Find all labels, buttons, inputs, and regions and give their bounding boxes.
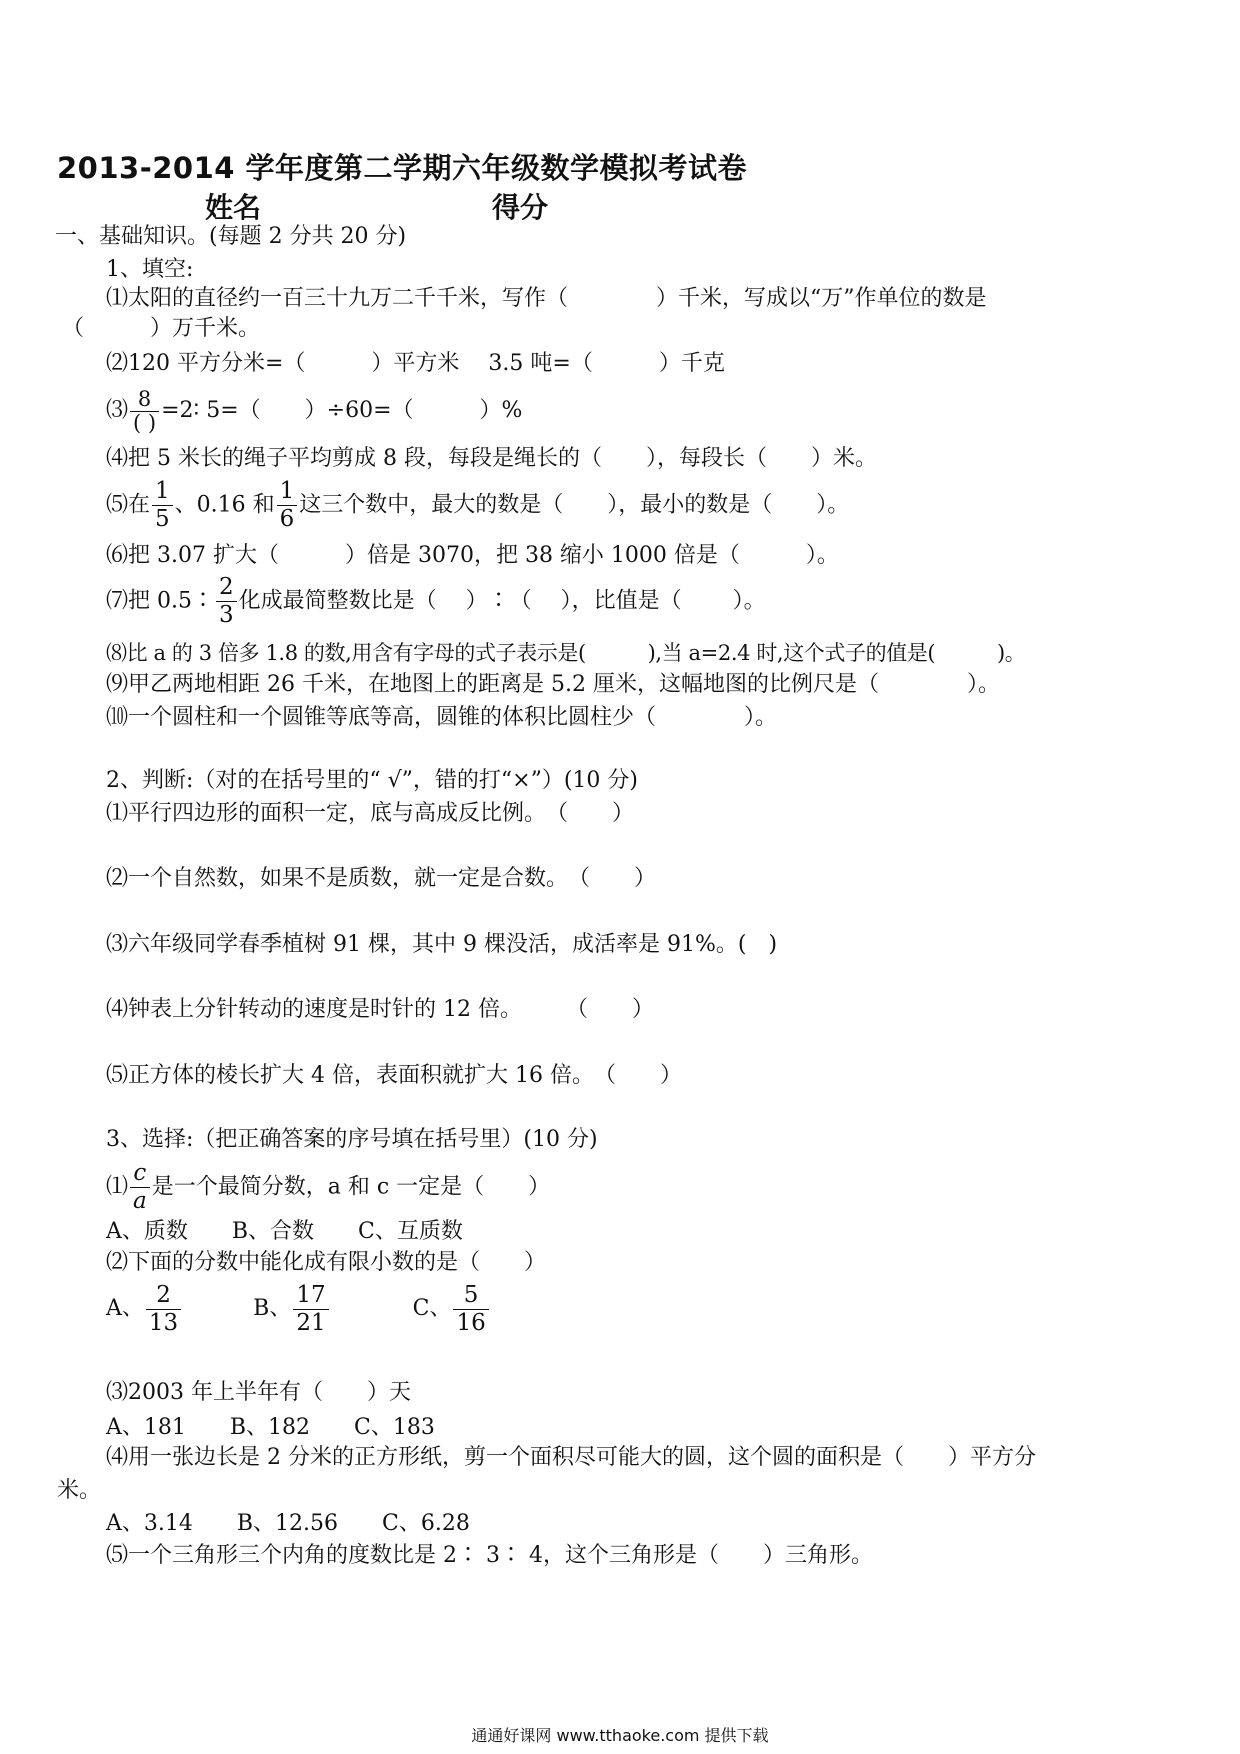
fraction-denominator: a	[133, 1188, 147, 1214]
option-a-label: A、	[106, 1296, 144, 1321]
section2-heading: 2、判断:（对的在括号里的“ √”，错的打“×”）(10 分)	[106, 768, 638, 793]
question-1-1b: （ ）万千米。	[62, 316, 261, 341]
fraction-denominator: ( )	[133, 410, 157, 435]
fraction-denominator: 21	[296, 1309, 326, 1336]
fraction-numerator: 2	[216, 574, 237, 602]
q5-prefix: ⑸在	[106, 492, 151, 518]
score-label: 得分	[492, 191, 549, 224]
fraction-numerator: 5	[453, 1282, 488, 1310]
fraction-numerator: 1	[152, 478, 173, 506]
q5-suffix: 这三个数中，最大的数是（ ），最小的数是（ ）。	[299, 492, 850, 518]
fraction-numerator: c	[130, 1160, 150, 1188]
q5-middle: 、0.16 和	[174, 492, 275, 518]
choice-q3-options: A、181 B、182 C、183	[106, 1415, 435, 1440]
option-b-label: B、	[253, 1296, 292, 1321]
q3-prefix: ⑶	[106, 398, 129, 423]
q3-suffix: =2∶ 5=（ ）÷60=（ ）%	[161, 398, 523, 423]
choice-question-2: ⑵下面的分数中能化成有限小数的是（ ）	[106, 1250, 547, 1275]
fraction-denominator: 5	[155, 506, 170, 532]
question-1-7	[106, 574, 766, 629]
option-c-label: C、	[412, 1296, 452, 1321]
fraction-numerator: 2	[146, 1282, 181, 1310]
judge-item-5: ⑸正方体的棱长扩大 4 倍，表面积就扩大 16 倍。 （ ）	[106, 1063, 682, 1088]
q7-prefix: ⑺把 0.5∶	[106, 588, 214, 614]
choice-question-1	[106, 1160, 550, 1215]
choice-question-3: ⑶2003 年上半年有（ ）天	[106, 1380, 411, 1405]
choice-question-5: ⑸一个三角形三个内角的度数比是 2∶ 3∶ 4，这个三角形是（ ）三角形。	[106, 1543, 873, 1568]
choice-question-4a: ⑷用一张边长是 2 分米的正方形纸，剪一个面积尽可能大的圆，这个圆的面积是（ ）平方分	[106, 1445, 1036, 1470]
judge-item-4: ⑷钟表上分针转动的速度是时针的 12 倍。 （ ）	[106, 997, 654, 1022]
fraction	[277, 478, 298, 533]
question-1-4: ⑷把 5 米长的绳子平均剪成 8 段，每段是绳长的（ ），每段长（ ）米。	[106, 446, 877, 471]
section3-heading: 3、选择:（把正确答案的序号填在括号里）(10 分)	[106, 1127, 598, 1152]
section1-heading: 一、基础知识。(每题 2 分共 20 分)	[55, 224, 407, 249]
q7-suffix: 化成最简整数比是（ ）∶（ ），比值是（ ）。	[238, 588, 766, 614]
fraction	[146, 1282, 181, 1337]
fraction-numerator: 8	[130, 388, 159, 412]
judge-item-1: ⑴平行四边形的面积一定，底与高成反比例。 （ ）	[106, 801, 635, 826]
question-1-2: ⑵120 平方分米=（ ）平方米 3.5 吨=（ ）千克	[106, 351, 725, 376]
fraction	[453, 1282, 488, 1337]
question-1-6: ⑹把 3.07 扩大（ ）倍是 3070，把 38 缩小 1000 倍是（ ）。	[106, 543, 839, 568]
fraction-denominator: 16	[456, 1309, 486, 1336]
question-1-3	[106, 387, 522, 435]
fraction-denominator: 6	[279, 506, 295, 532]
choice-q1-suffix: 是一个最简分数，a 和 c 一定是（ ）	[151, 1174, 551, 1200]
fraction-denominator: 13	[148, 1309, 179, 1336]
exam-title: 2013-2014 学年度第二学期六年级数学模拟考试卷	[57, 151, 748, 185]
judge-item-3: ⑶六年级同学春季植树 91 棵，其中 9 棵没活，成活率是 91%。( )	[106, 932, 778, 957]
fraction	[152, 478, 173, 533]
question-1-8: ⑻比 a 的 3 倍多 1.8 的数,用含有字母的式子表示是( ),当 a=2.4 时,这个式子的值是( )。	[106, 641, 1026, 665]
choice-q1-options: A、质数 B、合数 C、互质数	[106, 1219, 463, 1244]
question-1-5	[106, 478, 849, 533]
footer-credit: 通通好课网 www.tthaoke.com 提供下载	[471, 1726, 769, 1745]
choice-q2-options	[106, 1280, 491, 1338]
fraction	[216, 574, 237, 629]
fraction-numerator: 17	[293, 1282, 328, 1310]
name-label: 姓名	[205, 191, 262, 224]
fraction-numerator: 1	[277, 478, 298, 506]
question-1-10: ⑽一个圆柱和一个圆锥等底等高，圆锥的体积比圆柱少（ ）。	[106, 705, 778, 730]
fraction	[130, 1160, 150, 1215]
judge-item-2: ⑵一个自然数，如果不是质数，就一定是合数。 （ ）	[106, 866, 657, 891]
part1-heading: 1、填空:	[106, 257, 194, 282]
question-1-9: ⑼甲乙两地相距 26 千米，在地图上的距离是 5.2 厘米，这幅地图的比例尺是（ ）。	[106, 672, 1000, 697]
choice-q4-options: A、3.14 B、12.56 C、6.28	[106, 1511, 470, 1536]
choice-question-4b: 米。	[57, 1478, 102, 1503]
fraction	[130, 388, 159, 435]
fraction-denominator: 3	[218, 602, 234, 628]
fraction	[293, 1282, 328, 1337]
choice-q1-prefix: ⑴	[106, 1174, 129, 1200]
question-1-1a: ⑴太阳的直径约一百三十九万二千千米，写作（ ）千米，写成以“万”作单位的数是	[106, 286, 987, 311]
